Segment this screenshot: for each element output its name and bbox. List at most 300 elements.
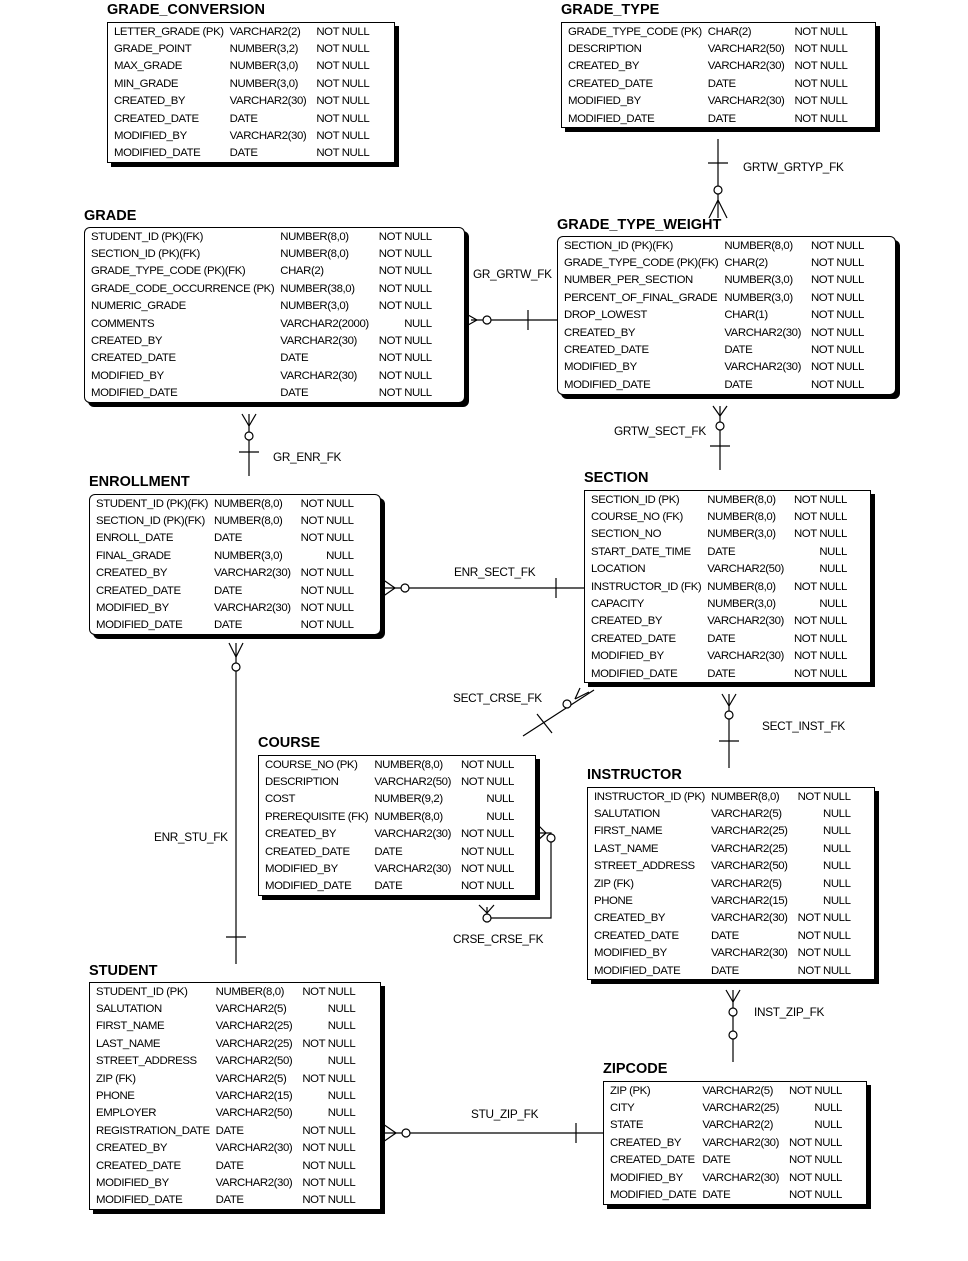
column-row[interactable] (90, 530, 362, 547)
column-row[interactable] (585, 561, 855, 578)
column-type: NUMBER(8,0) (215, 985, 285, 998)
column-nullability: NOT NULL (378, 387, 432, 400)
column-row[interactable] (562, 23, 855, 40)
column-row[interactable] (90, 599, 362, 616)
column-type: DATE (707, 667, 736, 680)
column-row[interactable] (90, 1018, 363, 1035)
column-row[interactable] (90, 983, 363, 1000)
column-name: MODIFIED_BY (96, 602, 169, 615)
column-nullability: NOT NULL (300, 584, 354, 597)
column-nullability: NOT NULL (302, 1037, 356, 1050)
column-row[interactable] (562, 110, 855, 127)
column-row[interactable] (585, 648, 855, 665)
column-nullability: NULL (814, 1102, 842, 1115)
column-row[interactable] (588, 910, 859, 927)
column-row[interactable] (588, 823, 859, 840)
column-nullability: NULL (819, 598, 847, 611)
table-title-instructor: INSTRUCTOR (587, 767, 682, 783)
column-type: DATE (710, 929, 739, 942)
column-nullability: NULL (823, 877, 851, 890)
column-list (108, 23, 377, 162)
column-type: DATE (710, 964, 739, 977)
column-row[interactable] (90, 1192, 363, 1209)
column-row[interactable] (558, 254, 872, 271)
column-name: CREATED_BY (591, 615, 663, 628)
column-nullability: NOT NULL (810, 326, 864, 339)
column-type: NUMBER(8,0) (707, 580, 776, 593)
rel-line-enr-stu (226, 643, 246, 964)
column-name: MODIFIED_BY (568, 95, 641, 108)
column-name: MODIFIED_BY (591, 650, 664, 663)
column-row[interactable] (588, 788, 859, 805)
column-row[interactable] (585, 526, 855, 543)
column-row[interactable] (90, 617, 362, 634)
column-nullability: NOT NULL (789, 1171, 842, 1184)
column-type: NUMBER(3,0) (707, 598, 776, 611)
column-name: LAST_NAME (594, 842, 659, 855)
column-type: DATE (707, 77, 736, 90)
column-type: VARCHAR2(25) (710, 825, 788, 838)
column-name: CREATED_BY (610, 1136, 682, 1149)
column-nullability: NULL (327, 1107, 356, 1120)
column-row[interactable] (85, 315, 440, 332)
column-nullability: NOT NULL (378, 300, 432, 313)
table-title-grade-conversion: GRADE_CONVERSION (107, 2, 265, 18)
column-row[interactable] (588, 962, 859, 979)
column-nullability: NOT NULL (316, 147, 370, 160)
column-name: MODIFIED_BY (96, 1176, 169, 1189)
column-type: VARCHAR2(25) (215, 1037, 293, 1050)
column-row[interactable] (558, 272, 872, 289)
column-nullability: NULL (327, 1090, 356, 1103)
column-row[interactable] (562, 93, 855, 110)
column-type: VARCHAR2(5) (215, 1072, 287, 1085)
column-type: VARCHAR2(2) (229, 25, 301, 38)
table-grade[interactable] (84, 227, 465, 403)
rel-label-grtw-sect: GRTW_SECT_FK (614, 424, 706, 438)
column-row[interactable] (604, 1152, 850, 1169)
column-type: DATE (214, 584, 242, 597)
rel-line-gr-grtw (461, 310, 557, 330)
column-nullability: NOT NULL (300, 515, 354, 528)
column-list (85, 228, 440, 402)
column-name: SECTION_ID (PK)(FK) (91, 248, 200, 261)
column-row[interactable] (558, 341, 872, 358)
column-nullability: NOT NULL (460, 828, 514, 841)
column-nullability: NOT NULL (460, 776, 514, 789)
column-row[interactable] (90, 1122, 363, 1139)
column-type: VARCHAR2(25) (702, 1102, 780, 1115)
column-row[interactable] (259, 843, 522, 860)
column-row[interactable] (259, 808, 522, 825)
column-type: DATE (724, 344, 753, 357)
column-nullability: NOT NULL (378, 335, 432, 348)
column-row[interactable] (90, 1000, 363, 1017)
column-row[interactable] (108, 23, 377, 40)
column-nullability: NOT NULL (810, 274, 864, 287)
column-type: VARCHAR2(30) (280, 335, 357, 348)
column-nullability: NULL (327, 1003, 356, 1016)
column-name: GRADE_POINT (114, 43, 192, 56)
column-nullability: NULL (819, 545, 847, 558)
column-type: NUMBER(8,0) (280, 248, 349, 261)
column-nullability: NOT NULL (302, 1159, 356, 1172)
column-row[interactable] (604, 1134, 850, 1151)
column-type: VARCHAR2(50) (215, 1107, 293, 1120)
column-name: PREREQUISITE (FK) (265, 810, 369, 823)
table-title-grade-type: GRADE_TYPE (561, 2, 660, 18)
rel-line-inst-zip (726, 990, 740, 1062)
table-grade-type[interactable] (561, 22, 876, 128)
column-nullability: NOT NULL (316, 43, 370, 56)
column-row[interactable] (85, 332, 440, 349)
column-nullability: NOT NULL (789, 1189, 842, 1202)
column-nullability: NOT NULL (797, 947, 851, 960)
column-name: CAPACITY (591, 598, 644, 611)
column-row[interactable] (585, 578, 855, 595)
column-type: VARCHAR2(5) (710, 877, 782, 890)
rel-label-gr-grtw: GR_GRTW_FK (473, 267, 552, 281)
column-row[interactable] (90, 1157, 363, 1174)
column-row[interactable] (90, 1070, 363, 1087)
column-nullability: NULL (823, 860, 851, 873)
column-type: NUMBER(8,0) (707, 511, 776, 524)
column-name: ZIP (PK) (610, 1084, 651, 1097)
table-grade-type-weight[interactable] (557, 236, 896, 395)
column-type: VARCHAR2(2) (702, 1119, 774, 1132)
column-type: VARCHAR2(5) (710, 808, 782, 821)
column-row[interactable] (85, 245, 440, 262)
column-row[interactable] (90, 512, 362, 529)
rel-label-grtw-grtyp: GRTW_GRTYP_FK (743, 160, 844, 174)
rel-label-sect-crse: SECT_CRSE_FK (453, 691, 542, 705)
column-name: ZIP (FK) (594, 877, 634, 890)
table-instructor[interactable] (587, 787, 875, 980)
column-name: SECTION_NO (591, 528, 662, 541)
column-type: VARCHAR2(50) (374, 776, 451, 789)
column-type: VARCHAR2(30) (214, 567, 291, 580)
column-row[interactable] (604, 1117, 850, 1134)
column-name: MODIFIED_DATE (96, 619, 183, 632)
column-row[interactable] (588, 875, 859, 892)
column-row[interactable] (604, 1186, 850, 1203)
column-name: ZIP (FK) (96, 1072, 136, 1085)
column-nullability: NOT NULL (810, 378, 864, 391)
column-name: MODIFIED_DATE (568, 112, 655, 125)
column-type: DATE (215, 1159, 244, 1172)
column-row[interactable] (259, 826, 522, 843)
column-nullability: NOT NULL (810, 239, 864, 252)
column-nullability: NOT NULL (300, 619, 354, 632)
column-name: LAST_NAME (96, 1037, 161, 1050)
column-name: EMPLOYER (96, 1107, 157, 1120)
column-row[interactable] (259, 791, 522, 808)
column-row[interactable] (588, 927, 859, 944)
column-name: DESCRIPTION (265, 776, 339, 789)
column-row[interactable] (90, 495, 362, 512)
column-name: MODIFIED_BY (594, 947, 667, 960)
column-list (90, 495, 362, 634)
column-name: CREATED_DATE (594, 929, 679, 942)
column-type: NUMBER(3,0) (724, 291, 793, 304)
column-nullability: NOT NULL (460, 758, 514, 771)
column-row[interactable] (585, 491, 855, 508)
column-row[interactable] (259, 773, 522, 790)
column-type: VARCHAR2(5) (215, 1003, 287, 1016)
column-row[interactable] (558, 324, 872, 341)
column-name: PERCENT_OF_FINAL_GRADE (564, 291, 718, 304)
column-type: DATE (215, 1124, 244, 1137)
column-name: SECTION_ID (PK)(FK) (96, 515, 205, 528)
column-type: NUMBER(8,0) (280, 230, 349, 243)
table-enrollment[interactable] (89, 494, 381, 635)
column-name: CREATED_DATE (114, 112, 199, 125)
column-name: GRADE_CODE_OCCURRENCE (PK) (91, 282, 275, 295)
column-name: NUMERIC_GRADE (91, 300, 186, 313)
table-student[interactable] (89, 982, 381, 1210)
column-row[interactable] (90, 1140, 363, 1157)
column-row[interactable] (604, 1169, 850, 1186)
table-zipcode[interactable] (603, 1081, 867, 1205)
column-nullability: NOT NULL (794, 43, 848, 56)
column-nullability: NULL (814, 1119, 842, 1132)
column-type: NUMBER(3,0) (724, 274, 793, 287)
column-row[interactable] (90, 547, 362, 564)
column-row[interactable] (558, 376, 872, 393)
column-name: STUDENT_ID (PK) (96, 985, 188, 998)
column-nullability: NOT NULL (378, 282, 432, 295)
table-course[interactable] (258, 755, 536, 896)
column-row[interactable] (85, 350, 440, 367)
column-type: VARCHAR2(50) (707, 563, 784, 576)
table-title-enrollment: ENROLLMENT (89, 474, 190, 490)
column-row[interactable] (259, 860, 522, 877)
column-type: DATE (702, 1189, 731, 1202)
column-name: GRADE_TYPE_CODE (PK) (568, 25, 702, 38)
table-title-zipcode: ZIPCODE (603, 1061, 668, 1077)
column-row[interactable] (90, 582, 362, 599)
column-row[interactable] (604, 1082, 850, 1099)
rel-label-stu-zip: STU_ZIP_FK (471, 1107, 539, 1121)
column-nullability: NOT NULL (793, 667, 847, 680)
column-name: LOCATION (591, 563, 646, 576)
column-name: MODIFIED_DATE (265, 880, 352, 893)
column-type: DATE (707, 545, 736, 558)
column-nullability: NULL (823, 825, 851, 838)
column-name: MODIFIED_DATE (96, 1194, 183, 1207)
column-list (562, 23, 855, 127)
column-nullability: NOT NULL (789, 1154, 842, 1167)
column-type: DATE (707, 112, 736, 125)
column-row[interactable] (85, 367, 440, 384)
column-name: CREATED_BY (265, 828, 337, 841)
column-row[interactable] (259, 878, 522, 895)
column-row[interactable] (108, 58, 377, 75)
column-row[interactable] (558, 289, 872, 306)
column-type: DATE (214, 619, 242, 632)
column-type: VARCHAR2(50) (710, 860, 788, 873)
column-nullability: NOT NULL (316, 130, 370, 143)
column-nullability: NOT NULL (302, 1176, 356, 1189)
column-nullability: NOT NULL (302, 1142, 356, 1155)
column-type: VARCHAR2(50) (215, 1055, 293, 1068)
column-nullability: NOT NULL (797, 964, 851, 977)
column-row[interactable] (585, 630, 855, 647)
column-type: NUMBER(9,2) (374, 793, 443, 806)
column-row[interactable] (588, 945, 859, 962)
column-type: VARCHAR2(30) (724, 361, 801, 374)
column-nullability: NOT NULL (789, 1084, 842, 1097)
column-row[interactable] (588, 805, 859, 822)
column-row[interactable] (85, 385, 440, 402)
column-type: DATE (374, 845, 403, 858)
column-type: VARCHAR2(30) (702, 1136, 780, 1149)
column-nullability: NULL (486, 793, 514, 806)
column-row[interactable] (90, 1087, 363, 1104)
column-row[interactable] (108, 93, 377, 110)
column-list (604, 1082, 850, 1204)
column-row[interactable] (90, 1105, 363, 1122)
column-nullability: NOT NULL (378, 265, 432, 278)
column-name: START_DATE_TIME (591, 545, 691, 558)
column-type: NUMBER(8,0) (214, 497, 283, 510)
column-type: VARCHAR2(5) (702, 1084, 774, 1097)
column-name: CREATED_DATE (568, 77, 653, 90)
column-row[interactable] (585, 613, 855, 630)
column-type: DATE (280, 387, 309, 400)
rel-label-enr-stu: ENR_STU_FK (154, 830, 228, 844)
column-nullability: NOT NULL (793, 580, 847, 593)
column-name: MODIFIED_DATE (114, 147, 201, 160)
column-type: CHAR(2) (724, 257, 768, 270)
column-list (588, 788, 859, 979)
column-type: VARCHAR2(30) (280, 369, 357, 382)
column-name: STREET_ADDRESS (96, 1055, 197, 1068)
column-type: NUMBER(3,0) (229, 77, 299, 90)
column-type: CHAR(2) (280, 265, 324, 278)
column-name: CREATED_BY (96, 567, 168, 580)
column-name: CREATED_BY (91, 335, 163, 348)
column-row[interactable] (562, 40, 855, 57)
column-row[interactable] (85, 280, 440, 297)
column-row[interactable] (108, 75, 377, 92)
column-name: STATE (610, 1119, 644, 1132)
column-type: DATE (229, 112, 258, 125)
column-name: MODIFIED_BY (114, 130, 187, 143)
column-nullability: NOT NULL (810, 361, 864, 374)
rel-line-grtw-sect (710, 406, 730, 470)
column-nullability: NOT NULL (810, 291, 864, 304)
column-name: CREATED_DATE (610, 1154, 695, 1167)
column-row[interactable] (588, 858, 859, 875)
column-name: COST (265, 793, 296, 806)
column-type: NUMBER(8,0) (374, 810, 443, 823)
column-name: CREATED_BY (96, 1142, 168, 1155)
column-nullability: NOT NULL (793, 528, 847, 541)
column-type: VARCHAR2(30) (702, 1171, 780, 1184)
column-row[interactable] (90, 1053, 363, 1070)
column-name: MODIFIED_BY (265, 863, 338, 876)
column-type: VARCHAR2(30) (710, 912, 788, 925)
column-name: CREATED_DATE (96, 1159, 181, 1172)
rel-line-grtw-grtyp (708, 139, 728, 218)
column-row[interactable] (558, 307, 872, 324)
column-row[interactable] (108, 127, 377, 144)
column-name: MODIFIED_BY (610, 1171, 683, 1184)
column-row[interactable] (108, 110, 377, 127)
rel-label-enr-sect: ENR_SECT_FK (454, 565, 536, 579)
column-type: CHAR(2) (707, 25, 752, 38)
column-nullability: NULL (404, 317, 432, 330)
column-name: MODIFIED_BY (564, 361, 637, 374)
column-name: SECTION_ID (PK) (591, 493, 680, 506)
column-row[interactable] (85, 263, 440, 280)
rel-label-gr-enr: GR_ENR_FK (273, 450, 342, 464)
column-row[interactable] (90, 1174, 363, 1191)
column-nullability: NOT NULL (460, 845, 514, 858)
column-type: VARCHAR2(25) (215, 1020, 293, 1033)
column-type: VARCHAR2(15) (710, 895, 788, 908)
column-row[interactable] (585, 595, 855, 612)
column-row[interactable] (588, 840, 859, 857)
column-name: LETTER_GRADE (PK) (114, 25, 224, 38)
column-type: VARCHAR2(30) (215, 1142, 293, 1155)
table-grade-conversion[interactable] (107, 22, 395, 163)
column-row[interactable] (85, 228, 440, 245)
column-row[interactable] (604, 1099, 850, 1116)
column-type: NUMBER(3,2) (229, 43, 299, 56)
column-row[interactable] (562, 58, 855, 75)
column-row[interactable] (585, 543, 855, 560)
column-row[interactable] (562, 75, 855, 92)
column-row[interactable] (558, 237, 872, 254)
column-nullability: NOT NULL (378, 369, 432, 382)
column-nullability: NOT NULL (302, 985, 356, 998)
column-row[interactable] (259, 756, 522, 773)
rel-label-sect-inst: SECT_INST_FK (762, 719, 845, 733)
column-nullability: NOT NULL (302, 1124, 356, 1137)
column-nullability: NOT NULL (810, 257, 864, 270)
column-type: DATE (215, 1194, 244, 1207)
rel-line-gr-enr (239, 414, 259, 476)
table-section[interactable] (584, 490, 871, 683)
column-name: CREATED_DATE (91, 352, 176, 365)
column-row[interactable] (85, 298, 440, 315)
column-type: VARCHAR2(30) (707, 95, 785, 108)
column-name: STUDENT_ID (PK)(FK) (96, 497, 209, 510)
column-type: NUMBER(8,0) (374, 758, 443, 771)
column-row[interactable] (585, 665, 855, 682)
column-type: VARCHAR2(30) (724, 326, 801, 339)
column-row[interactable] (90, 1035, 363, 1052)
column-row[interactable] (585, 508, 855, 525)
column-type: NUMBER(3,0) (229, 60, 299, 73)
column-nullability: NULL (823, 808, 851, 821)
column-row[interactable] (558, 359, 872, 376)
column-row[interactable] (588, 892, 859, 909)
column-type: VARCHAR2(30) (710, 947, 788, 960)
column-row[interactable] (108, 40, 377, 57)
column-nullability: NOT NULL (302, 1072, 356, 1085)
column-name: FINAL_GRADE (96, 549, 171, 562)
column-name: MODIFIED_DATE (610, 1189, 697, 1202)
column-nullability: NOT NULL (300, 602, 354, 615)
column-nullability: NOT NULL (378, 352, 432, 365)
column-row[interactable] (108, 145, 377, 162)
column-type: NUMBER(8,0) (214, 515, 283, 528)
column-name: REGISTRATION_DATE (96, 1124, 210, 1137)
column-row[interactable] (90, 565, 362, 582)
